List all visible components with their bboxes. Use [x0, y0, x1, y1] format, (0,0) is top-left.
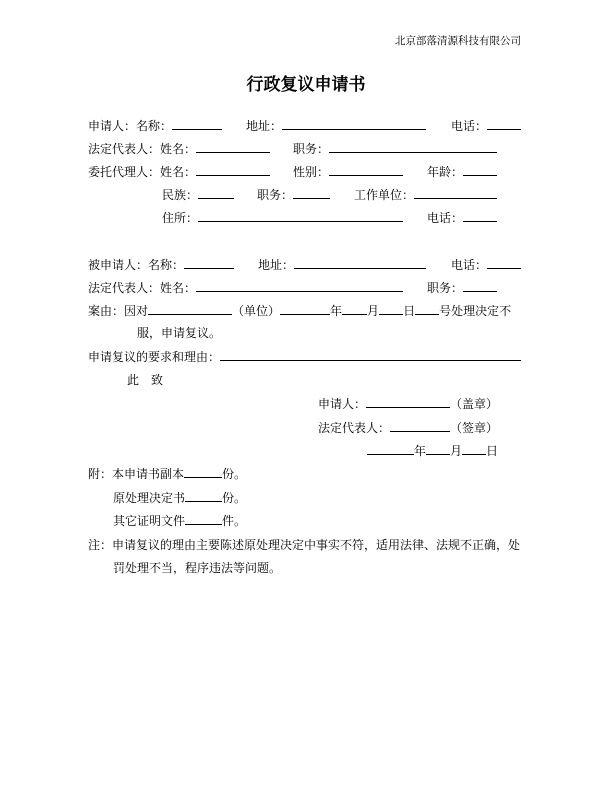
attachment-copies-unit: 份。 [222, 467, 247, 481]
signature-applicant-blank [366, 396, 450, 408]
signature-year-blank [367, 443, 414, 455]
request-field [88, 349, 521, 364]
applicant-phone-blank [487, 118, 521, 130]
case-month-blank [342, 303, 367, 315]
agent-residence-blank [198, 210, 403, 222]
note-line-1: 注：申请复议的理由主要陈述原处理决定中事实不符，适用法律、法规不正确，处 [88, 538, 521, 552]
agent-post-field [257, 187, 330, 202]
case-suffix: 号处理决定不 [439, 304, 512, 318]
respondent-rep-row [0, 280, 612, 294]
signature-month-blank [426, 443, 450, 455]
salutation-row [0, 373, 612, 387]
case-line [88, 303, 511, 318]
respondent-phone-blank [487, 257, 521, 269]
agent-employer-label: 工作单位： [354, 188, 415, 202]
signature-applicant-label: 申请人： [318, 397, 367, 411]
signature-day-blank [462, 443, 486, 455]
agent-residence-field [162, 210, 403, 225]
respondent-name-label: 被申请人：名称： [88, 258, 185, 272]
respondent-rep-name-field [88, 280, 403, 295]
agent-post-label: 职务： [257, 188, 294, 202]
applicant-phone-field [451, 118, 521, 133]
agent-ethnicity-blank [198, 187, 234, 199]
applicant-rep-name-label: 法定代表人：姓名： [88, 142, 197, 156]
case-year-label: 年 [330, 304, 343, 318]
case-month-label: 月 [367, 304, 380, 318]
agent-age-field [427, 164, 497, 179]
signature-applicant-seal: （盖章） [450, 397, 499, 411]
applicant-name-label: 申请人：名称： [88, 119, 173, 133]
case-unit-label: （单位） [232, 304, 281, 318]
case-day-blank [379, 303, 403, 315]
signature-year-label: 年 [414, 444, 427, 458]
agent-gender-label: 性别： [293, 165, 330, 179]
case-day-label: 日 [403, 304, 416, 318]
respondent-rep-name-blank [196, 280, 403, 292]
request-label: 申请复议的要求和理由： [88, 350, 221, 364]
applicant-row [0, 118, 612, 132]
respondent-name-field [88, 257, 234, 272]
applicant-rep-post-label: 职务： [293, 142, 330, 156]
signature-rep-row [0, 420, 612, 434]
agent-ethnicity-label: 民族： [162, 188, 199, 202]
attachment-original-label: 原处理决定书 [113, 491, 186, 505]
applicant-address-label: 地址： [246, 119, 283, 133]
case-unit-blank [148, 303, 232, 315]
signature-date [367, 443, 498, 458]
agent-gender-blank [329, 164, 403, 176]
attachment-other-unit: 件。 [222, 514, 247, 528]
agent-phone-field [427, 210, 497, 225]
applicant-name-blank [172, 118, 222, 130]
agent-ethnicity-field [162, 187, 234, 202]
agent-row-2 [0, 187, 612, 201]
agent-gender-field [293, 164, 403, 179]
signature-day-label: 日 [486, 444, 499, 458]
note-line-2: 罚处理不当，程序违法等问题。 [113, 561, 282, 575]
agent-row-3 [0, 210, 612, 224]
applicant-address-field [246, 118, 426, 133]
case-number-blank [415, 303, 439, 315]
attachment-other-label: 其它证明文件 [113, 514, 186, 528]
agent-phone-label: 电话： [427, 211, 464, 225]
agent-residence-label: 住所： [162, 211, 199, 225]
case-row [0, 303, 612, 317]
applicant-rep-post-blank [329, 141, 497, 153]
applicant-rep-name-field [88, 141, 270, 156]
signature-rep-seal: （签章） [450, 421, 499, 435]
salutation: 此 致 [127, 373, 164, 387]
respondent-rep-post-label: 职务： [427, 281, 464, 295]
attachment-other [113, 513, 246, 528]
signature-rep-label: 法定代表人： [318, 421, 391, 435]
note-row-2 [0, 561, 612, 575]
attachment-other-blank [185, 513, 222, 525]
attachment-row-2 [0, 490, 612, 504]
agent-employer-blank [414, 187, 497, 199]
agent-employer-field [354, 187, 497, 202]
agent-name-blank [196, 164, 270, 176]
respondent-rep-post-field [427, 280, 497, 295]
signature-rep-blank [390, 420, 450, 432]
header-company: 北京部落清源科技有限公司 [395, 36, 521, 47]
respondent-name-blank [184, 257, 234, 269]
case-year-blank [280, 303, 330, 315]
signature-date-row [0, 443, 612, 457]
signature-applicant-row [0, 396, 612, 410]
attachment-original-unit: 份。 [222, 491, 247, 505]
respondent-address-label: 地址： [258, 258, 295, 272]
agent-name-label: 委托代理人：姓名： [88, 165, 197, 179]
applicant-rep-name-blank [196, 141, 270, 153]
case-prefix: 案由：因对 [88, 304, 149, 318]
attachment-row-1 [0, 466, 612, 480]
signature-rep-field [318, 420, 498, 435]
attachment-original [113, 490, 246, 505]
signature-applicant-field [318, 396, 498, 411]
applicant-address-blank [282, 118, 426, 130]
agent-phone-blank [463, 210, 497, 222]
respondent-rep-post-blank [463, 280, 497, 292]
request-blank [220, 349, 521, 361]
respondent-address-blank [294, 257, 426, 269]
agent-name-field [88, 164, 270, 179]
respondent-rep-name-label: 法定代表人：姓名： [88, 281, 197, 295]
respondent-address-field [258, 257, 426, 272]
respondent-phone-label: 电话： [451, 258, 488, 272]
applicant-name-field [88, 118, 222, 133]
note-row-1 [0, 538, 612, 552]
applicant-phone-label: 电话： [451, 119, 488, 133]
case-continuation: 服，申请复议。 [137, 326, 222, 340]
agent-post-blank [293, 187, 330, 199]
request-row [0, 349, 612, 363]
agent-row-1 [0, 164, 612, 178]
respondent-row [0, 257, 612, 271]
respondent-phone-field [451, 257, 521, 272]
agent-age-blank [463, 164, 497, 176]
signature-month-label: 月 [450, 444, 463, 458]
attachment-copies-blank [184, 466, 222, 478]
applicant-rep-post-field [293, 141, 497, 156]
attachment-original-blank [185, 490, 222, 502]
applicant-rep-row [0, 141, 612, 155]
page-title: 行政复议申请书 [246, 75, 366, 94]
attachment-copies [88, 466, 246, 481]
attachment-intro: 附：本申请书副本 [88, 467, 185, 481]
attachment-row-3 [0, 513, 612, 527]
case-continuation-row [0, 326, 612, 340]
agent-age-label: 年龄： [427, 165, 464, 179]
